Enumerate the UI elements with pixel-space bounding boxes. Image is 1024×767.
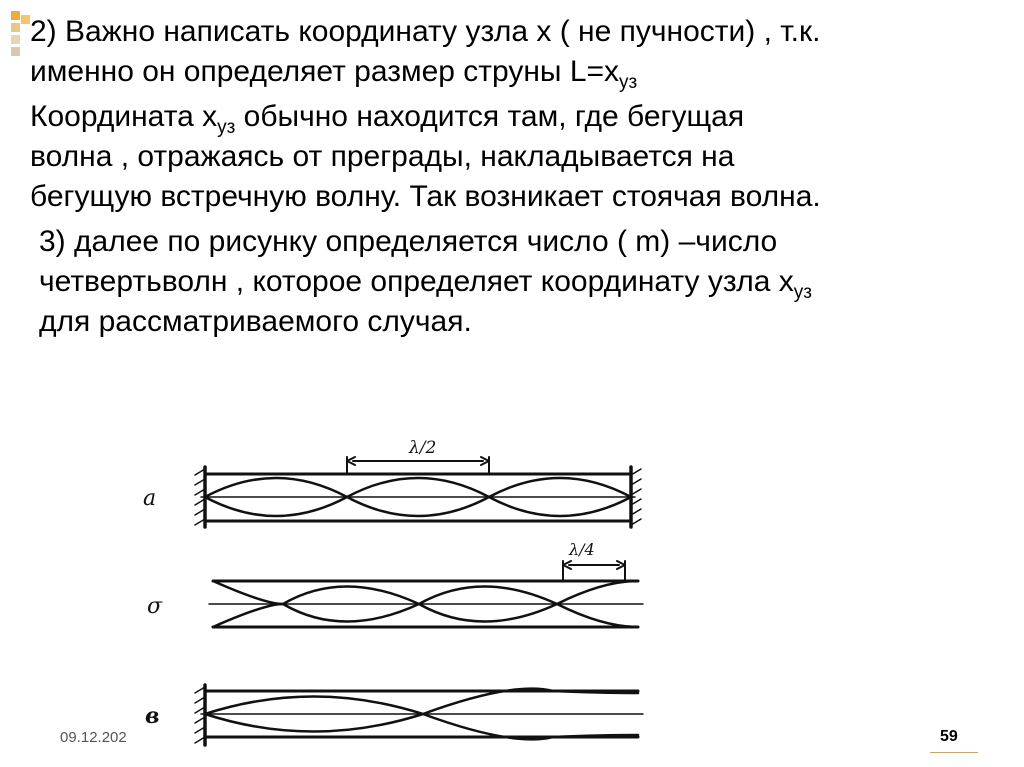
standing-waves-figure (133, 431, 674, 750)
paragraph3-line2-text: четвертьволн , которое определяет координату узла х (39, 265, 794, 298)
subscript-uz: уз (217, 117, 236, 138)
paragraph2-line1-a: Координата х (30, 100, 218, 133)
paragraph2-line1-b: обычно находится там, где бегущая (235, 100, 745, 133)
paragraph1-line1: 2) Важно написать координату узла х ( не пучности) , т.к. (30, 15, 821, 48)
wave-lower-curve (213, 604, 638, 627)
deco-square (11, 23, 20, 32)
wave-upper-curve (213, 581, 638, 604)
paragraph2-line3: бегущую встречную волну. Так возникает стоячая волна. (30, 180, 821, 213)
lambda-half-label: λ/2 (409, 438, 437, 458)
page-number: 59 (940, 728, 958, 745)
paragraph2-line1 (30, 97, 1010, 137)
decorative-squares (11, 11, 31, 59)
paragraph-standing-wave (30, 97, 1010, 217)
paragraph1-line2 (30, 52, 1010, 92)
deco-square (11, 35, 20, 44)
label-a: а (143, 486, 157, 511)
wave-diagram-a (143, 438, 641, 527)
deco-square (11, 47, 20, 56)
deco-square (11, 11, 20, 20)
paragraph-node-coordinate (30, 12, 1010, 92)
paragraph3-line2 (39, 262, 1010, 302)
label-c: в (145, 703, 160, 729)
subscript-uz: уз (619, 72, 638, 93)
standing-waves-drawing (133, 431, 674, 750)
label-b: σ (147, 594, 163, 619)
paragraph2-line2: волна , отражаясь от преграды, накладывается на (30, 140, 735, 173)
wave-upper-curve (205, 478, 631, 497)
paragraph-quarter-waves (30, 222, 1010, 342)
paragraph3-line1: 3) далее по рисунку определяется число ( m) –число (39, 225, 778, 258)
page-number-rule (930, 752, 978, 753)
paragraph1-line2-text: именно он определяет размер струны L=х (30, 55, 620, 88)
deco-square (21, 15, 30, 24)
subscript-uz: уз (793, 282, 813, 303)
wave-lower-curve (205, 497, 631, 516)
wave-diagram-b (147, 540, 643, 627)
paragraph3-line3: для рассматриваемого случая. (39, 305, 472, 338)
slide-date: 09.12.202 (60, 729, 127, 746)
wave-diagram-c (145, 685, 643, 745)
slide-body (30, 12, 1010, 347)
lambda-quarter-label: λ/4 (569, 540, 595, 559)
